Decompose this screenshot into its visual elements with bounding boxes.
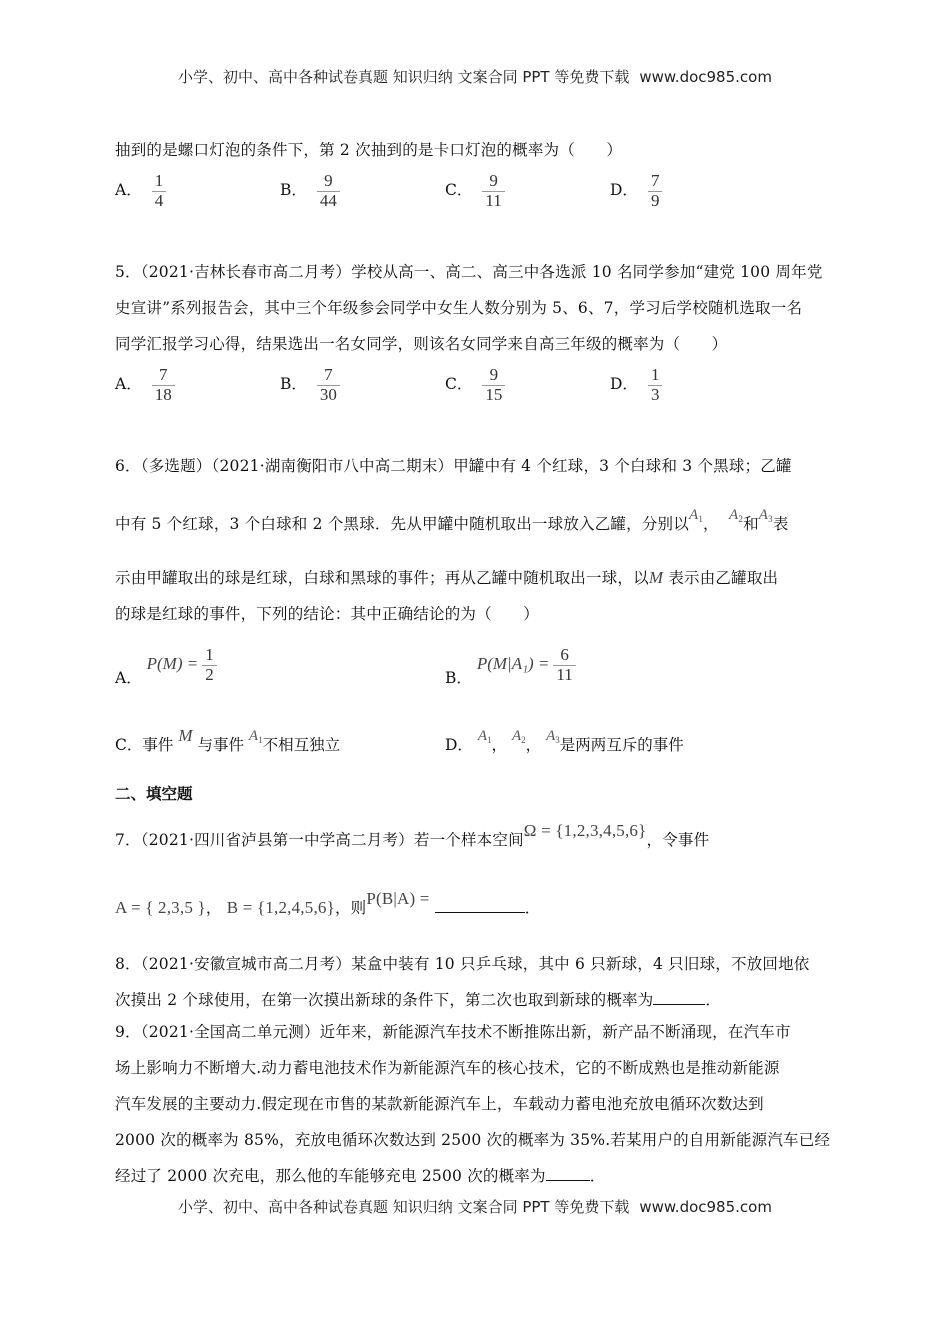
option-label: A． [115,181,142,200]
q5-option-b [280,366,340,404]
answer-blank[interactable] [546,1166,590,1181]
symbol-a1: $A_1$ [477,728,492,745]
symbol-a1: $A_1$ [688,507,704,524]
footer-banner [0,1196,950,1217]
banner-text: 小学、初中、高中各种试卷真题 知识归纳 文案合同 PPT 等免费下载 [178,1198,630,1216]
q6-line-3: 示由甲罐取出的球是红球，白球和黑球的事件；再从乙罐中随机取出一球，以M 表示由乙罐取出 [115,568,779,587]
math-expression: P(M|A₁) = [476,654,550,674]
q6-option-a [115,645,217,688]
q6-line-2: 中有 5 个红球，3 个白球和 2 个黑球．先从甲罐中随机取出一球放入乙罐，分别以$A_1$， $A_2$和$A_3$表 [115,507,789,533]
section-heading: 二、填空题 [115,785,193,803]
fraction: $\frac{1}{4}$ [152,172,167,210]
set-b: B = {1,2,4,5,6} [226,898,335,917]
q9-line-2: 场上影响力不断增大.动力蓄电池技术作为新能源汽车的核心技术，它的不断成熟也是推动新能源 [115,1059,780,1077]
q6-option-c: C．事件 M 与事件 $A_1$不相互独立 [115,726,341,754]
q7-line-2: A = { 2,3,5 }， B = {1,2,4,5,6}，则P(B|A) = ． [115,889,541,917]
header-banner [0,66,950,87]
banner-url[interactable]: www.doc985.com [639,68,772,86]
symbol-m: M [178,726,193,745]
option-label: B． [445,669,472,688]
q5-line-1: 5．（2021·吉林长春市高二月考）学校从高一、高二、高三中各选派 10 名同学参加“建党 100 周年党 [115,263,823,281]
fraction: $\frac{7}{9}$ [648,172,663,210]
q4-text: 抽到的是螺口灯泡的条件下，第 2 次抽到的是卡口灯泡的概率为（ ） [115,141,623,159]
q4-option-c [445,172,505,210]
fraction: $\frac{7}{18}$ [152,366,175,404]
symbol-a1: $A_1$ [248,728,263,745]
symbol-a3: $A_3$ [758,507,773,524]
q7-line-1: 7．（2021·四川省泸县第一中学高二月考）若一个样本空间Ω = {1,2,3,4,5,6}，令事件 [115,821,710,849]
fraction: $\frac{9}{44}$ [317,172,340,210]
fraction: $\frac{1}{2}$ [202,646,217,684]
q6-option-b [445,645,576,688]
q9-line-3: 汽车发展的主要动力.假定现在市售的某款新能源汽车上，车载动力蓄电池充放电循环次数达到 [115,1095,764,1113]
option-label: B． [280,181,307,200]
q6-line-4: 的球是红球的事件，下列的结论：其中正确结论的为（ ） [115,605,539,623]
sample-space: Ω = {1,2,3,4,5,6} [523,821,647,840]
option-label: D． [610,181,638,200]
q4-option-b [280,172,340,210]
q4-option-a [115,172,166,210]
option-label: B． [280,375,307,394]
q6-line-1: 6．（多选题）（2021·湖南衡阳市八中高二期末）甲罐中有 4 个红球，3 个白球和 3 个黑球；乙罐 [115,457,792,475]
q5-line-3: 同学汇报学习心得，结果选出一名女同学，则该名女同学来自高三年级的概率为（ ） [115,335,728,353]
math-expression: P(M) = [146,654,199,674]
q5-option-d [610,366,662,404]
q6-option-d: D． $A_1$， $A_2$， $A_3$是两两互斥的事件 [445,728,684,754]
conditional-prob-expr: P(B|A) = [366,889,430,908]
option-label: C． [445,375,473,394]
q4-option-d [610,172,662,210]
q5-line-2: 史宣讲”系列报告会，其中三个年级参会同学中女生人数分别为 5、6、7，学习后学校随机选取一名 [115,299,803,317]
q9-line-1: 9．（2021·全国高二单元测）近年来，新能源汽车技术不断推陈出新，新产品不断涌现，在汽车市 [115,1023,791,1041]
option-label: C． [445,181,473,200]
q9-line-4: 2000 次的概率为 85%，充放电循环次数达到 2500 次的概率为 35%.若某用户的自用新能源汽车已经 [115,1131,831,1149]
symbol-a3: $A_3$ [546,728,560,745]
option-label: D． [610,375,638,394]
q5-option-c [445,366,505,404]
answer-blank[interactable] [435,898,525,913]
q9-line-5: 经过了 2000 次充电，那么他的车能够充电 2500 次的概率为 ． [115,1167,606,1185]
fraction: $\frac{1}{3}$ [648,366,663,404]
symbol-a2: $A_2$ [512,728,526,745]
q5-option-a [115,366,175,404]
fraction: $\frac{9}{15}$ [482,366,505,404]
banner-url[interactable]: www.doc985.com [639,1198,772,1216]
fraction: $\frac{7}{30}$ [317,366,340,404]
fraction: $\frac{9}{11}$ [482,172,504,210]
option-label: A． [115,669,142,688]
q8-line-2: 次摸出 2 个球使用，在第一次摸出新球的条件下，第二次也取到新球的概率为 ． [115,991,722,1009]
option-label: A． [115,375,142,394]
symbol-m: M [648,568,664,587]
symbol-a2: $A_2$ [728,507,744,524]
set-a: A = { 2,3,5 } [115,898,206,917]
q8-line-1: 8．（2021·安徽宣城市高二月考）某盒中装有 10 只乒乓球，其中 6 只新球，4 只旧球，不放回地依 [115,955,810,973]
answer-blank[interactable] [653,990,705,1005]
fraction: $\frac{6}{11}$ [553,646,575,684]
banner-text: 小学、初中、高中各种试卷真题 知识归纳 文案合同 PPT 等免费下载 [178,68,630,86]
